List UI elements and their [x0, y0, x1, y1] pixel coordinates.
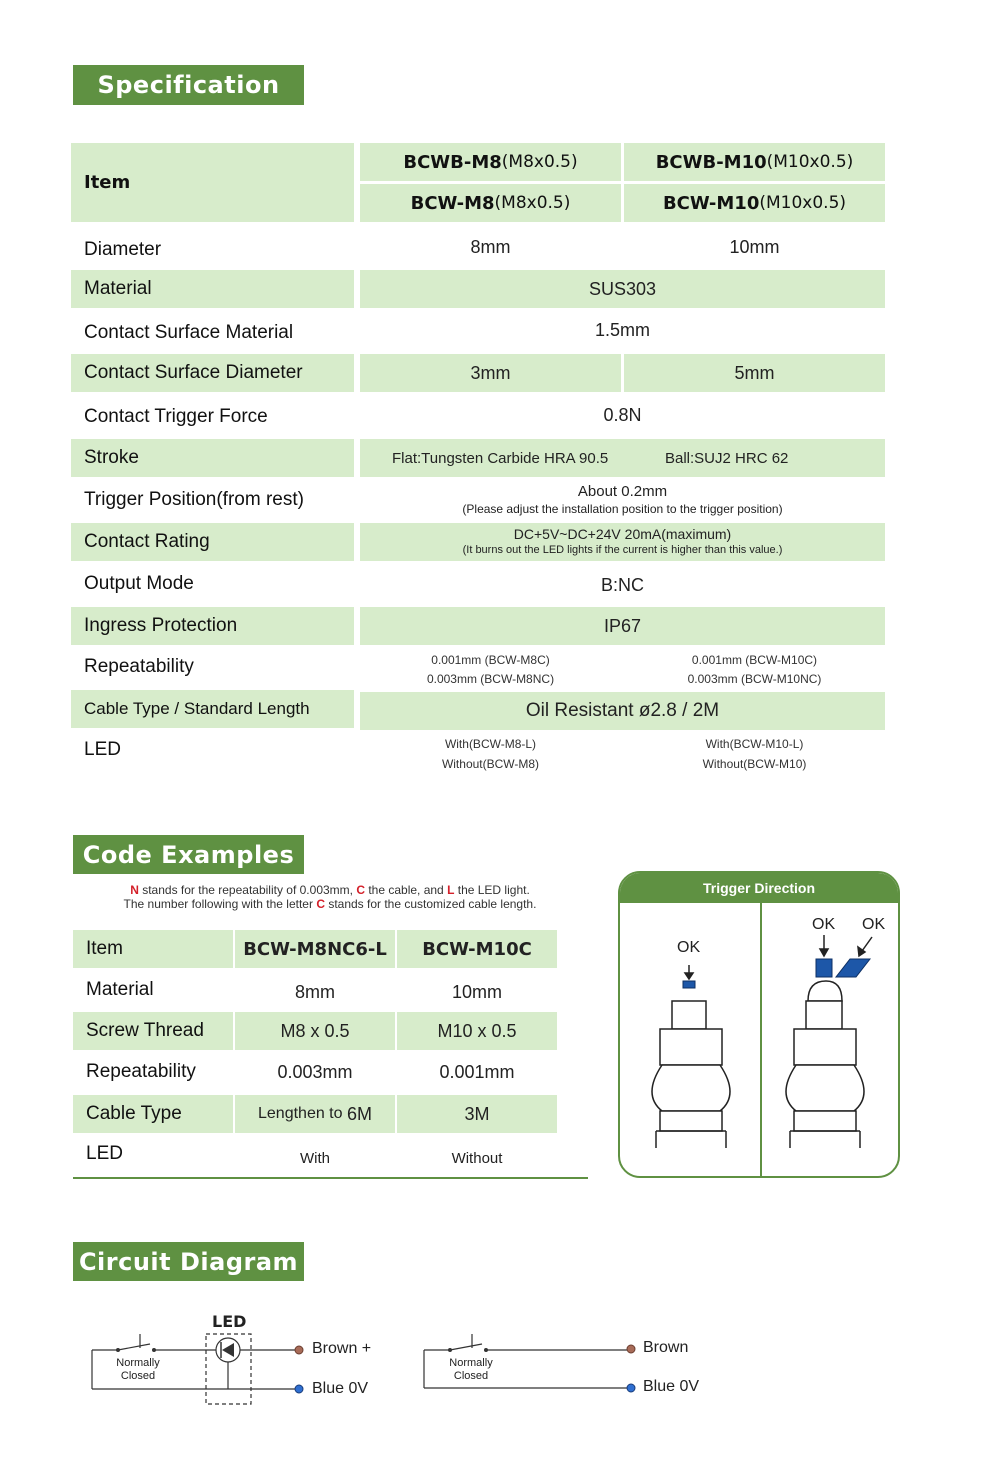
trigger-direction-title: Trigger Direction	[620, 873, 898, 903]
led-m10-line1: With(BCW-M10-L)	[705, 736, 804, 751]
spec-repeatability-m10	[624, 651, 885, 689]
code-row-label: Material	[86, 979, 154, 1000]
stroke-ball: Ball:SUJ2 HRC 62	[665, 449, 789, 467]
spec-label-repeatability: Repeatability	[84, 656, 194, 677]
cable-lengthen-num: 6M	[346, 1103, 372, 1124]
note-line2-post: stands for the customized cable length.	[324, 897, 537, 912]
code-row-label: Repeatability	[86, 1061, 196, 1082]
model-name: BCW-M10	[662, 192, 760, 214]
spec-label-contact-rating: Contact Rating	[71, 523, 354, 561]
note-c-text: the cable, and	[365, 883, 448, 897]
led-m8-line2: Without(BCW-M8)	[441, 757, 540, 771]
led-m8-line1: With(BCW-M8-L)	[444, 736, 537, 751]
spec-contact-surface-material-value: 1.5mm	[594, 319, 650, 340]
model-thread: (M10x0.5)	[759, 193, 847, 213]
model-name: BCWB-M10	[655, 151, 767, 173]
spec-cable-type-value: Oil Resistant ø2.8 / 2M	[360, 692, 885, 730]
nc-line1: Normally	[116, 1357, 160, 1369]
spec-led-m10	[624, 734, 885, 774]
code-row-value-a: With	[300, 1149, 330, 1167]
code-table-bottom-rule	[73, 1177, 588, 1179]
note-line2-pre: The number following with the letter	[123, 897, 317, 912]
blue-0v-label-left: Blue 0V	[312, 1380, 369, 1397]
spec-diameter-m8: 8mm	[470, 236, 511, 257]
model-thread: (M8x0.5)	[494, 193, 571, 213]
spec-label-diameter: Diameter	[84, 239, 162, 260]
spec-ingress-protection-value: IP67	[360, 607, 885, 645]
code-row-value-b: 0.001mm	[439, 1061, 515, 1082]
circuit-diagram-header: Circuit Diagram	[73, 1242, 304, 1281]
model-bcwb-m10	[624, 143, 885, 181]
model-bcw-m10	[624, 184, 885, 222]
brown-label: Brown	[643, 1339, 689, 1356]
model-thread: (M10x0.5)	[766, 152, 854, 172]
repeatability-m8-line2: 0.003mm (BCW-M8NC)	[426, 672, 555, 686]
blue-0v-label-right: Blue 0V	[643, 1378, 700, 1395]
stroke-flat: Flat:Tungsten Carbide HRA 90.5	[392, 449, 609, 467]
model-bcwb-m8	[360, 143, 621, 181]
spec-label-material: Material	[71, 270, 354, 308]
code-row-value-b: 3M	[397, 1095, 557, 1133]
spec-label-contact-surface-diameter: Contact Surface Diameter	[71, 354, 354, 392]
code-row-label: Screw Thread	[73, 1012, 233, 1050]
repeatability-m10-line1: 0.001mm (BCW-M10C)	[691, 653, 818, 668]
brown-terminal-icon	[627, 1345, 635, 1353]
angled-arrow-icon	[862, 937, 872, 951]
spec-led-m8	[360, 734, 621, 774]
probe-illustrations	[620, 873, 900, 1178]
ball-probe-icon	[786, 981, 864, 1148]
code-examples-header: Code Examples	[73, 835, 304, 874]
spec-contact-rating-value	[360, 523, 885, 561]
model-thread: (M8x0.5)	[501, 152, 578, 172]
spec-contact-surface-diameter-m10: 5mm	[624, 354, 885, 392]
spec-label-cable-type: Cable Type / Standard Length	[71, 690, 354, 728]
normally-closed-label-right	[441, 1357, 501, 1383]
spec-stroke-value	[360, 439, 885, 477]
code-row-value-b: Without	[451, 1149, 503, 1167]
repeatability-m8-line1: 0.001mm (BCW-M8C)	[431, 653, 550, 668]
code-note-line2	[80, 897, 580, 911]
repeatability-m10-line2: 0.003mm (BCW-M10NC)	[687, 672, 822, 686]
led-label: LED	[212, 1312, 247, 1331]
code-col-item: Item	[73, 930, 233, 968]
blue-terminal-icon	[295, 1385, 303, 1393]
contact-rating-line1: DC+5V~DC+24V 20mA(maximum)	[513, 526, 732, 543]
spec-item-header: Item	[71, 143, 354, 222]
spec-label-contact-trigger-force: Contact Trigger Force	[84, 406, 268, 427]
cable-lengthen-text: Lengthen to	[258, 1105, 347, 1122]
code-row-value-b: M10 x 0.5	[397, 1012, 557, 1050]
normally-closed-label-left	[108, 1357, 168, 1383]
brown-terminal-icon	[295, 1346, 303, 1354]
vertical-ok-label: OK	[812, 916, 836, 933]
code-row-value-a: 0.003mm	[277, 1061, 353, 1082]
spec-label-output-mode: Output Mode	[84, 573, 194, 594]
note-l-text: the LED light.	[454, 883, 530, 897]
spec-material-value: SUS303	[360, 270, 885, 308]
trigger-position-line2: (Please adjust the installation position to the trigger position)	[462, 501, 783, 516]
code-row-value-a	[235, 1095, 395, 1133]
code-col-model-b: BCW-M10C	[397, 930, 557, 968]
spec-label-contact-surface-material: Contact Surface Material	[84, 322, 294, 343]
note-letter-l: L	[447, 883, 455, 897]
note-letter-n: N	[130, 883, 139, 897]
spec-diameter-m10: 10mm	[729, 236, 780, 257]
spec-contact-surface-diameter-m8: 3mm	[360, 354, 621, 392]
code-row-label: LED	[86, 1143, 123, 1164]
model-bcw-m8	[360, 184, 621, 222]
spec-label-ingress-protection: Ingress Protection	[71, 607, 354, 645]
angled-ok-label: OK	[862, 916, 886, 933]
angled-press-marker-icon	[836, 959, 870, 977]
nc-line2: Closed	[120, 1370, 156, 1383]
code-row-value-a: 8mm	[295, 981, 335, 1002]
led-diode-icon	[216, 1338, 240, 1362]
code-row-value-b: 10mm	[451, 981, 502, 1002]
flat-probe-icon	[652, 1001, 730, 1148]
brown-plus-label: Brown +	[312, 1340, 372, 1357]
trigger-position-line1: About 0.2mm	[577, 483, 668, 501]
code-row-value-a: M8 x 0.5	[235, 1012, 395, 1050]
spec-label-stroke: Stroke	[71, 439, 354, 477]
trigger-direction-panel	[618, 871, 900, 1178]
contact-rating-line2: (It burns out the LED lights if the current is higher than this value.)	[462, 543, 783, 556]
spec-contact-trigger-force-value: 0.8N	[603, 404, 642, 425]
spec-label-trigger-position: Trigger Position(from rest)	[84, 489, 304, 510]
led-m10-line2: Without(BCW-M10)	[702, 757, 807, 771]
blue-terminal-icon	[627, 1384, 635, 1392]
spec-label-led: LED	[84, 739, 121, 760]
spec-trigger-position-value	[360, 481, 885, 519]
vertical-press-marker-icon	[816, 959, 832, 977]
note-letter-c: C	[356, 883, 365, 897]
specification-header: Specification	[73, 65, 304, 105]
flat-ok-label: OK	[677, 939, 701, 956]
note-line2-letter-c: C	[316, 897, 325, 912]
model-name: BCW-M8	[410, 192, 495, 214]
code-note	[80, 883, 580, 912]
code-row-label: Cable Type	[73, 1095, 233, 1133]
code-note-line1	[80, 883, 580, 897]
note-n-text: stands for the repeatability of 0.003mm,	[138, 883, 357, 897]
spec-repeatability-m8	[360, 651, 621, 689]
nc-line2: Closed	[453, 1370, 489, 1383]
flat-contact-marker-icon	[683, 981, 695, 988]
spec-output-mode-value: B:NC	[600, 574, 644, 595]
code-col-model-a: BCW-M8NC6-L	[235, 930, 395, 968]
model-name: BCWB-M8	[403, 151, 502, 173]
nc-line1: Normally	[449, 1357, 493, 1369]
